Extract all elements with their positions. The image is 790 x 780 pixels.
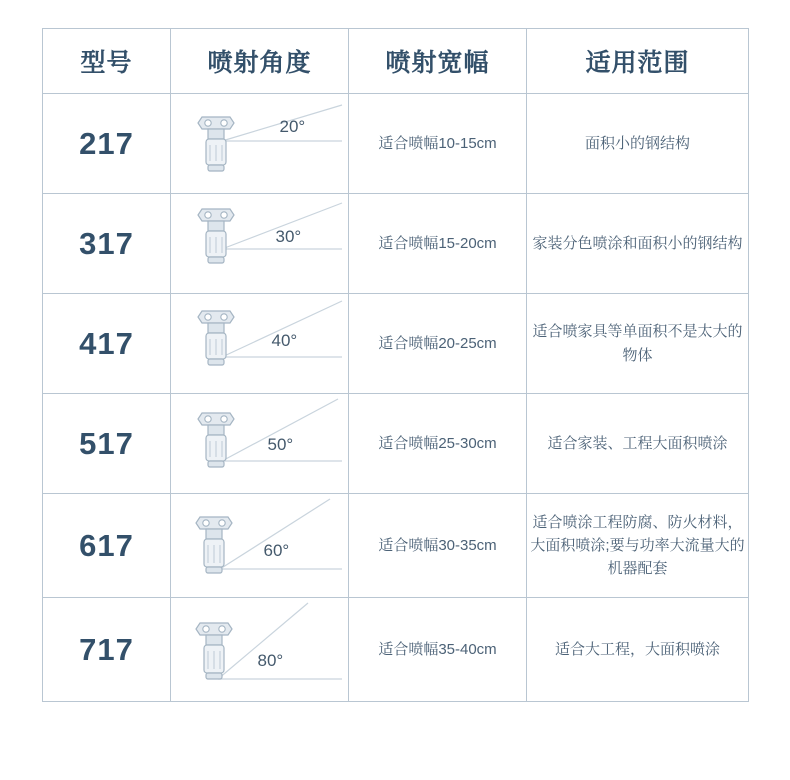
spray-angle-diagram	[172, 195, 348, 293]
cell-model: 317	[43, 194, 171, 294]
angle-value-label: 60°	[263, 540, 290, 560]
nozzle-icon	[198, 209, 234, 263]
spray-tip-spec-table	[42, 28, 749, 702]
nozzle-fan-graphic	[172, 601, 348, 699]
table-row	[43, 394, 749, 494]
cell-model: 517	[43, 394, 171, 494]
angle-value-label: 20°	[279, 116, 306, 136]
cell-spray-angle	[171, 598, 349, 702]
column-header-model: 型号	[43, 29, 171, 94]
spray-angle-diagram	[172, 95, 348, 193]
cell-spray-angle	[171, 194, 349, 294]
spray-angle-diagram	[172, 497, 348, 595]
cell-model: 617	[43, 494, 171, 598]
column-header-application-scope: 适用范围	[527, 29, 749, 94]
spray-angle-diagram	[172, 601, 348, 699]
cell-application-scope: 适合喷家具等单面积不是太大的物体	[527, 294, 749, 394]
table-body	[43, 94, 749, 702]
cell-application-scope: 适合大工程，大面积喷涂	[527, 598, 749, 702]
table-header-row	[43, 29, 749, 94]
table-row	[43, 94, 749, 194]
spray-angle-diagram	[172, 395, 348, 493]
angle-value-label: 50°	[267, 434, 294, 454]
nozzle-fan-graphic	[172, 195, 348, 293]
cell-model: 217	[43, 94, 171, 194]
nozzle-fan-graphic	[172, 497, 348, 595]
nozzle-icon	[198, 117, 234, 171]
spec-table-wrapper	[42, 28, 748, 702]
nozzle-icon	[198, 413, 234, 467]
cell-spray-width: 适合喷幅15-20cm	[349, 194, 527, 294]
cell-spray-angle	[171, 494, 349, 598]
cell-model: 717	[43, 598, 171, 702]
cell-spray-width: 适合喷幅35-40cm	[349, 598, 527, 702]
angle-value-label: 30°	[275, 226, 302, 246]
nozzle-fan-graphic	[172, 295, 348, 393]
table-row	[43, 598, 749, 702]
cell-model: 417	[43, 294, 171, 394]
angle-value-label: 40°	[271, 330, 298, 350]
nozzle-icon	[196, 623, 232, 679]
table-row	[43, 294, 749, 394]
cell-spray-width: 适合喷幅20-25cm	[349, 294, 527, 394]
cell-application-scope: 家装分色喷涂和面积小的钢结构	[527, 194, 749, 294]
cell-application-scope: 面积小的钢结构	[527, 94, 749, 194]
column-header-spray-width: 喷射宽幅	[349, 29, 527, 94]
column-header-spray-angle: 喷射角度	[171, 29, 349, 94]
angle-value-label: 80°	[257, 650, 284, 670]
cell-spray-angle	[171, 94, 349, 194]
spray-angle-diagram	[172, 295, 348, 393]
cell-spray-angle	[171, 394, 349, 494]
table-header	[43, 29, 749, 94]
cell-spray-angle	[171, 294, 349, 394]
cell-spray-width: 适合喷幅30-35cm	[349, 494, 527, 598]
cell-spray-width: 适合喷幅25-30cm	[349, 394, 527, 494]
table-row	[43, 494, 749, 598]
cell-application-scope: 适合喷涂工程防腐、防火材料，大面积喷涂;要与功率大流量大的机器配套	[527, 494, 749, 598]
nozzle-fan-graphic	[172, 95, 348, 193]
nozzle-fan-graphic	[172, 395, 348, 493]
cell-spray-width: 适合喷幅10-15cm	[349, 94, 527, 194]
cell-application-scope: 适合家装、工程大面积喷涂	[527, 394, 749, 494]
table-row	[43, 194, 749, 294]
